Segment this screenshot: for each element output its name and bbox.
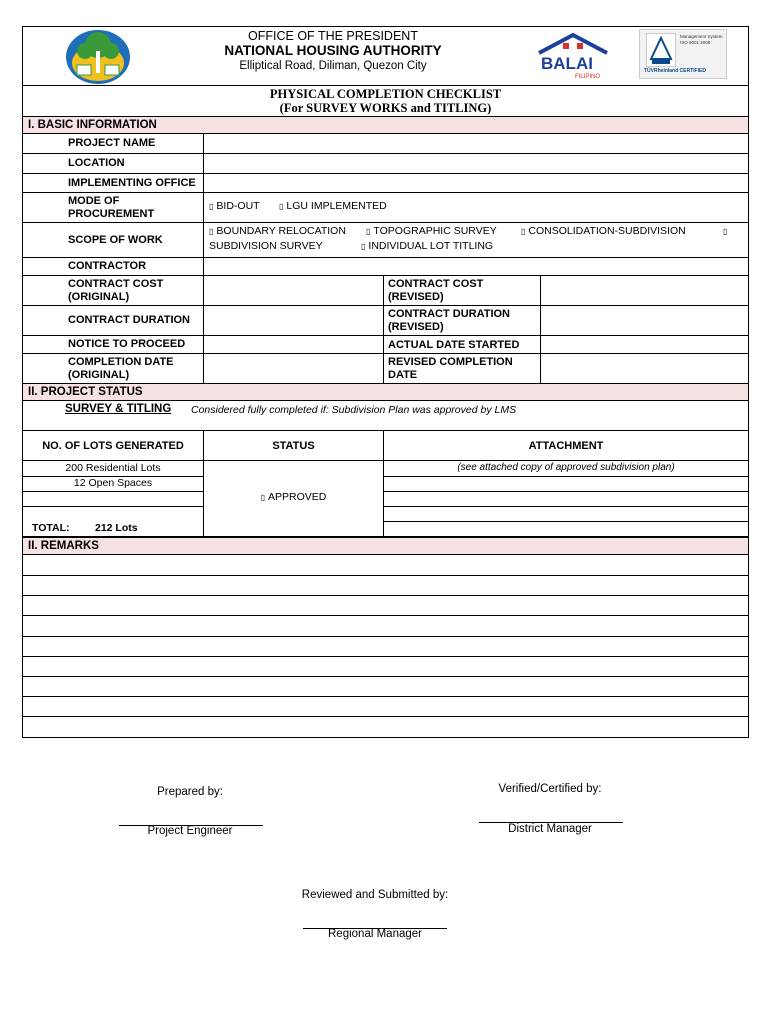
location-label: LOCATION — [68, 157, 125, 169]
lots-residential: 200 Residential Lots — [65, 462, 161, 474]
regional-manager-role: Regional Manager — [328, 928, 422, 940]
form-title — [23, 85, 748, 117]
project-name-label: PROJECT NAME — [68, 137, 156, 149]
location-row — [23, 154, 748, 174]
basic-info-heading: I. BASIC INFORMATION — [23, 116, 748, 134]
contract-duration-row — [23, 306, 748, 336]
checkbox-icon: ▯ — [723, 227, 728, 236]
notice-to-proceed-row — [23, 336, 748, 354]
implementing-office-row — [23, 174, 748, 193]
consolidation-subdivision-option[interactable]: ▯ CONSOLIDATION-SUBDIVISION — [521, 225, 686, 237]
balai-text: BALAI — [541, 54, 593, 73]
checkbox-icon: ▯ — [209, 202, 214, 211]
individual-lot-titling-option[interactable]: ▯ INDIVIDUAL LOT TITLING — [361, 240, 494, 252]
contractor-label: CONTRACTOR — [68, 260, 147, 272]
boundary-relocation-option[interactable]: ▯ BOUNDARY RELOCATION — [209, 225, 346, 237]
scope-of-work-label: SCOPE OF WORK — [68, 233, 163, 246]
contract-cost-original-label: CONTRACT COST (ORIGINAL) — [68, 277, 164, 303]
contractor-row — [23, 258, 748, 276]
contract-cost-revised-label: CONTRACT COST (REVISED) — [388, 277, 484, 303]
status-column-header: STATUS — [272, 439, 315, 452]
title-line-1: PHYSICAL COMPLETION CHECKLIST — [269, 87, 502, 101]
contract-duration-label: CONTRACT DURATION — [68, 314, 191, 326]
implementing-office-label: IMPLEMENTING OFFICE — [68, 176, 196, 189]
prepared-by-label: Prepared by: — [157, 786, 223, 798]
procurement-row — [23, 193, 748, 223]
tuv-text: Management System ISO 9001:2008 — [680, 34, 723, 45]
survey-titling-label: SURVEY & TITLING — [65, 403, 172, 415]
contract-duration-revised-label: CONTRACT DURATION (REVISED) — [388, 307, 511, 333]
subdivision-survey-option: SUBDIVISION SURVEY — [209, 240, 323, 252]
checklist-form — [22, 26, 749, 738]
completion-date-original-label: COMPLETION DATE (ORIGINAL) — [68, 355, 174, 381]
checkbox-icon: ▯ — [361, 242, 366, 251]
status-approved[interactable]: ▯ APPROVED — [260, 491, 327, 503]
verified-by-label: Verified/Certified by: — [498, 783, 602, 795]
completion-date-row — [23, 354, 748, 384]
attachment-note: (see attached copy of approved subdivision plan) — [457, 462, 675, 473]
title-line-2: (For SURVEY WORKS and TITLING) — [279, 101, 492, 115]
notice-to-proceed-label: NOTICE TO PROCEED — [68, 338, 186, 350]
remarks-heading: II. REMARKS — [23, 537, 748, 555]
office-line: OFFICE OF THE PRESIDENT — [248, 29, 418, 43]
checkbox-icon: ▯ — [279, 202, 284, 211]
form-header — [23, 27, 748, 85]
checkbox-icon: ▯ — [209, 227, 214, 236]
scope-of-work-row — [23, 223, 748, 258]
procurement-label: MODE OF PROCUREMENT — [68, 194, 155, 220]
checkbox-icon: ▯ — [366, 227, 371, 236]
attachment-column-header: ATTACHMENT — [528, 439, 604, 452]
status-table-header — [23, 431, 748, 461]
tuv-tag: TÜVRheinland CERTIFIED — [644, 68, 706, 74]
survey-titling-row — [23, 401, 748, 431]
tuv-certification-logo — [639, 29, 727, 79]
lots-column-header: NO. OF LOTS GENERATED — [42, 439, 184, 452]
lots-open-spaces: 12 Open Spaces — [73, 477, 153, 489]
project-engineer-role: Project Engineer — [147, 825, 233, 837]
actual-date-started-label: ACTUAL DATE STARTED — [388, 338, 520, 351]
checkbox-icon: ▯ — [260, 493, 266, 502]
completion-criteria: Considered fully completed if: Subdivision Plan was approved by LMS — [191, 404, 517, 416]
agency-name: NATIONAL HOUSING AUTHORITY — [224, 43, 442, 58]
project-status-heading: II. PROJECT STATUS — [23, 383, 748, 401]
checkbox-icon: ▯ — [521, 227, 526, 236]
balai-filipino-logo — [533, 31, 613, 86]
topographic-survey-option[interactable]: ▯ TOPOGRAPHIC SURVEY — [366, 225, 497, 237]
contract-cost-row — [23, 276, 748, 306]
bid-out-option[interactable]: ▯ BID-OUT — [209, 200, 260, 212]
project-name-row — [23, 134, 748, 154]
subdivision-survey-checkbox[interactable] — [723, 225, 730, 237]
balai-sub-text: FILIPINO — [575, 74, 601, 80]
district-manager-role: District Manager — [508, 823, 592, 835]
agency-address: Elliptical Road, Diliman, Quezon City — [239, 60, 427, 72]
revised-completion-date-label: REVISED COMPLETION DATE — [388, 355, 513, 381]
status-table-body — [23, 461, 748, 537]
lgu-implemented-option[interactable]: ▯ LGU IMPLEMENTED — [279, 200, 387, 212]
total-label: TOTAL: — [32, 522, 70, 534]
remarks-lines[interactable] — [23, 555, 748, 737]
reviewed-by-label: Reviewed and Submitted by: — [301, 889, 449, 901]
total-value: 212 Lots — [95, 522, 138, 534]
